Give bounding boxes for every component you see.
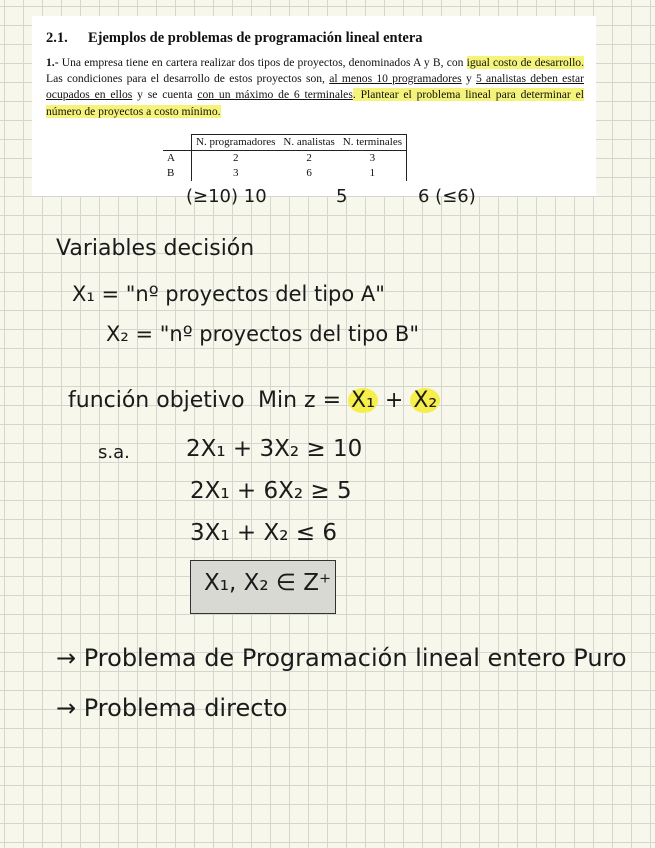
constraint-programmers: 2X₁ + 3X₂ ≥ 10 — [186, 436, 363, 462]
objective-label: función objetivo — [68, 388, 245, 413]
table-header-cell: N. analistas — [279, 135, 338, 151]
subject-to-label: s.a. — [98, 442, 130, 463]
table-header-row — [163, 135, 407, 151]
text-intro: Una empresa tiene en cartera realizar dos tipos de proyectos, denominados A y B, con — [61, 56, 464, 69]
underline-analysts: 5 analistas deben estar ocupados en ellos — [46, 72, 585, 102]
text-has: y se cuenta — [132, 88, 198, 102]
table-cell: B — [163, 166, 192, 181]
section-title: Ejemplos de problemas de programación lineal entera — [88, 30, 423, 46]
conclusion-direct-problem: → Problema directo — [56, 694, 288, 722]
note-terminals-max: 6 (≤6) — [418, 186, 476, 207]
table-cell: 1 — [339, 166, 407, 181]
conclusion-integer-problem: → Problema de Programación lineal entero Puro — [56, 644, 627, 672]
table-cell: 3 — [339, 151, 407, 167]
section-heading — [46, 30, 423, 47]
problem-number: 1.- — [46, 56, 59, 69]
table-cell: 2 — [306, 152, 312, 164]
note-analysts: 5 — [336, 186, 348, 207]
table-header-cell: N. programadores — [192, 135, 280, 151]
variable-x1-definition: X₁ = "nº proyectos del tipo A" — [72, 282, 385, 306]
objective-x1: X₁ — [348, 388, 378, 413]
objective-x2: X₂ — [410, 388, 440, 413]
underline-terminals: con un máximo de 6 terminales — [197, 88, 353, 102]
constraint-terminals: 3X₁ + X₂ ≤ 6 — [190, 520, 338, 546]
variables-heading: Variables decisión — [56, 236, 255, 261]
problem-statement — [46, 55, 584, 120]
table-cell: 3 — [232, 167, 239, 179]
text-and: y — [461, 72, 476, 86]
highlight-task: Plantear el problema lineal para determinar el número de proyectos a costo mínimo. — [46, 88, 584, 118]
highlight-equal-cost: igual costo de desarrollo. — [466, 56, 584, 69]
constraint-analysts: 2X₁ + 6X₂ ≥ 5 — [190, 478, 352, 504]
note-programmers-min: (≥10) 10 — [186, 186, 267, 207]
resource-table — [163, 134, 407, 181]
table-row — [163, 166, 407, 181]
variable-x2-definition: X₂ = "nº proyectos del tipo B" — [106, 322, 419, 346]
table-cell: A — [163, 151, 192, 167]
text-period: . — [352, 88, 361, 102]
underline-programmers: al menos 10 programadores — [329, 72, 462, 86]
integrality-condition: X₁, X₂ ∈ Z⁺ — [204, 570, 332, 596]
objective-lhs: Min z = — [258, 388, 342, 413]
table-row — [163, 151, 407, 167]
printed-document — [32, 16, 596, 196]
table-cell: 2 — [232, 152, 239, 164]
objective-plus: + — [384, 388, 404, 413]
objective-function — [258, 388, 440, 413]
table-header-cell — [163, 135, 192, 151]
section-number: 2.1. — [46, 30, 68, 46]
table-header-cell: N. terminales — [339, 135, 407, 151]
table-cell: 6 — [306, 167, 312, 179]
text-conditions: Las condiciones para el desarrollo de estos proyectos son, — [46, 72, 325, 86]
